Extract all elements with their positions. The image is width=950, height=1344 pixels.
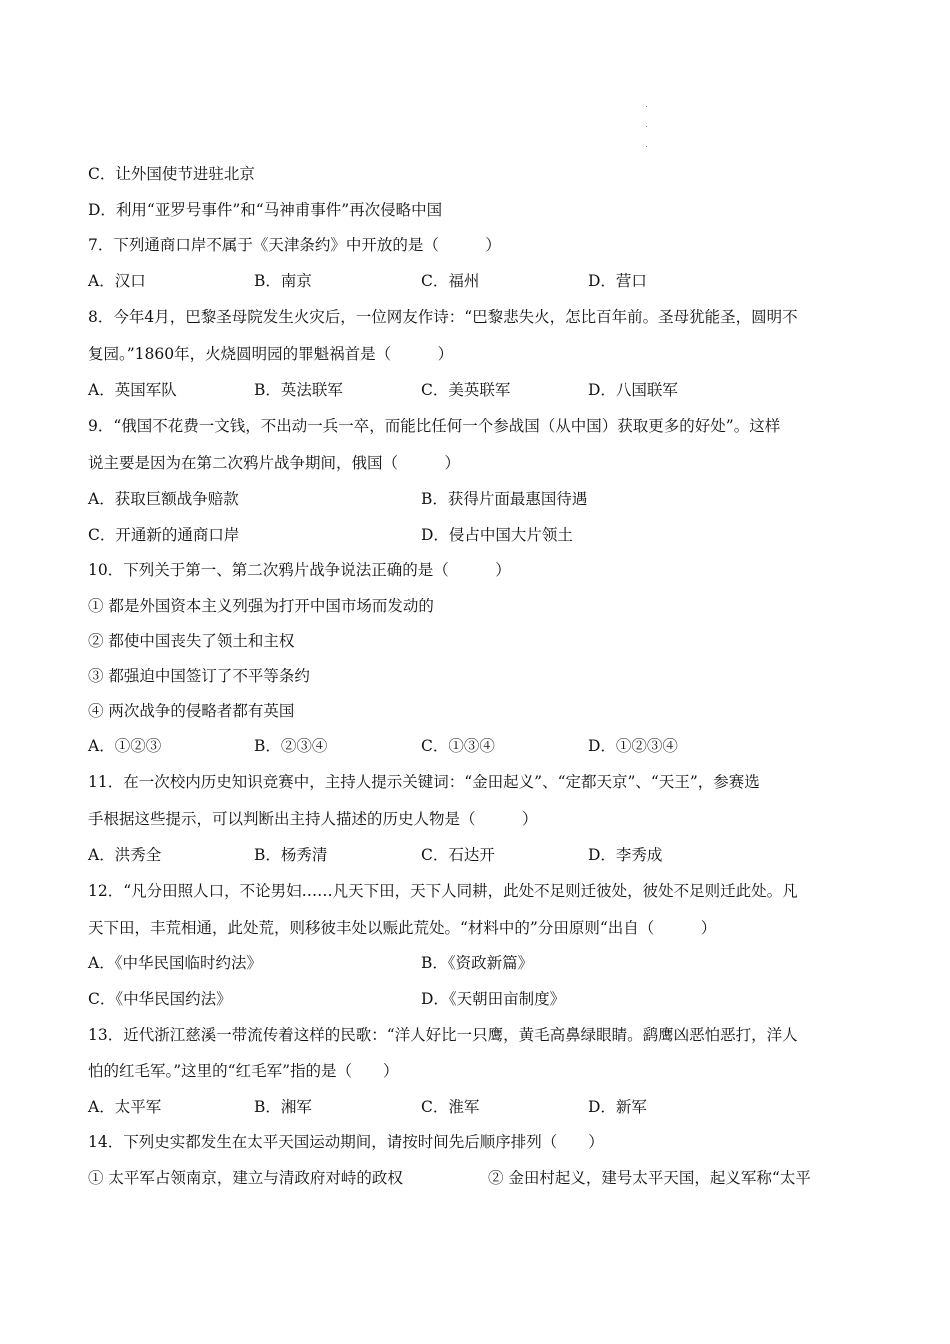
- q9-option-d: D．侵占中国大片领土: [421, 526, 573, 544]
- q12-stem-2: 天下田，丰荒相通，此处荒，则移彼丰处以赈此荒处。“材料中的”分田原则“出自（ ）: [88, 919, 717, 937]
- q8-option-c: C．美英联军: [421, 381, 511, 399]
- q11-stem-1: 11．在一次校内历史知识竞赛中，主持人提示关键词：“金田起义”、“定都天京”、“天王”，参赛选: [88, 773, 760, 791]
- q6-option-d: D．利用“亚罗号事件”和“马神甫事件”再次侵略中国: [88, 201, 443, 219]
- q10-stem: 10．下列关于第一、第二次鸦片战争说法正确的是（ ）: [88, 561, 511, 579]
- q9-stem-2: 说主要是因为在第二次鸦片战争期间，俄国（ ）: [88, 454, 461, 472]
- q13-stem-1: 13．近代浙江慈溪一带流传着这样的民歌：“洋人好比一只鹰，黄毛高鼻绿眼睛。鹞鹰凶恶怕恶打，洋人: [88, 1026, 798, 1044]
- q8-option-d: D．八国联军: [588, 381, 678, 399]
- header-dots: [643, 106, 651, 166]
- q8-option-b: B．英法联军: [254, 381, 343, 399]
- q7-option-c: C．福州: [421, 272, 480, 290]
- q6-option-c: C．让外国使节进驻北京: [88, 165, 255, 183]
- q7-option-b: B．南京: [254, 272, 312, 290]
- q8-stem-2: 复园。”1860年，火烧圆明园的罪魁祸首是（ ）: [88, 345, 454, 363]
- q13-option-d: D．新军: [588, 1098, 647, 1116]
- q11-option-a: A．洪秀全: [88, 846, 162, 864]
- q13-option-a: A．太平军: [88, 1098, 162, 1116]
- q10-item-2: ② 都使中国丧失了领土和主权: [88, 632, 295, 650]
- q9-option-b: B．获得片面最惠国待遇: [421, 490, 588, 508]
- q14-item-1: ① 太平军占领南京，建立与清政府对峙的政权: [88, 1169, 403, 1187]
- q13-option-b: B．湘军: [254, 1098, 312, 1116]
- q9-option-a: A．获取巨额战争赔款: [88, 490, 239, 508]
- q10-item-1: ① 都是外国资本主义列强为打开中国市场而发动的: [88, 597, 434, 615]
- q12-option-a: A．《中华民国临时约法》: [88, 954, 262, 972]
- q9-stem-1: 9．“俄国不花费一文钱，不出动一兵一卒，而能比任何一个参战国（从中国）获取更多的好处”。这样: [88, 417, 781, 435]
- q7-option-a: A．汉口: [88, 272, 146, 290]
- q10-option-b: B．②③④: [254, 737, 328, 755]
- q14-item-2: ② 金田村起义，建号太平天国，起义军称“太平: [488, 1169, 811, 1187]
- q11-option-c: C．石达开: [421, 846, 495, 864]
- q12-option-d: D．《天朝田亩制度》: [421, 990, 566, 1008]
- q12-option-b: B．《资政新篇》: [421, 954, 534, 972]
- q13-option-c: C．淮军: [421, 1098, 480, 1116]
- q9-option-c: C．开通新的通商口岸: [88, 526, 240, 544]
- q11-stem-2: 手根据这些提示，可以判断出主持人描述的历史人物是（ ）: [88, 810, 538, 828]
- q7-option-d: D．营口: [588, 272, 647, 290]
- q10-option-c: C．①③④: [421, 737, 495, 755]
- q10-item-3: ③ 都强迫中国签订了不平等条约: [88, 667, 310, 685]
- q8-stem-1: 8．今年4月，巴黎圣母院发生火灾后，一位网友作诗：“巴黎悲失火，怎比百年前。圣母犹能圣，圆明不: [88, 308, 798, 326]
- q13-stem-2: 怕的红毛军。”这里的“红毛军”指的是（ ）: [88, 1062, 399, 1080]
- q11-option-b: B．杨秀清: [254, 846, 328, 864]
- q12-option-c: C．《中华民国约法》: [88, 990, 232, 1008]
- q8-option-a: A．英国军队: [88, 381, 177, 399]
- q10-item-4: ④ 两次战争的侵略者都有英国: [88, 702, 295, 720]
- q14-stem: 14．下列史实都发生在太平天国运动期间，请按时间先后顺序排列（ ）: [88, 1133, 604, 1151]
- q10-option-a: A．①②③: [88, 737, 162, 755]
- q7-stem: 7．下列通商口岸不属于《天津条约》中开放的是（ ）: [88, 236, 501, 254]
- q12-stem-1: 12．“凡分田照人口，不论男妇……凡天下田，天下人同耕，此处不足则迁彼处，彼处不足则迁此处。凡: [88, 882, 798, 900]
- q11-option-d: D．李秀成: [588, 846, 663, 864]
- q10-option-d: D．①②③④: [588, 737, 678, 755]
